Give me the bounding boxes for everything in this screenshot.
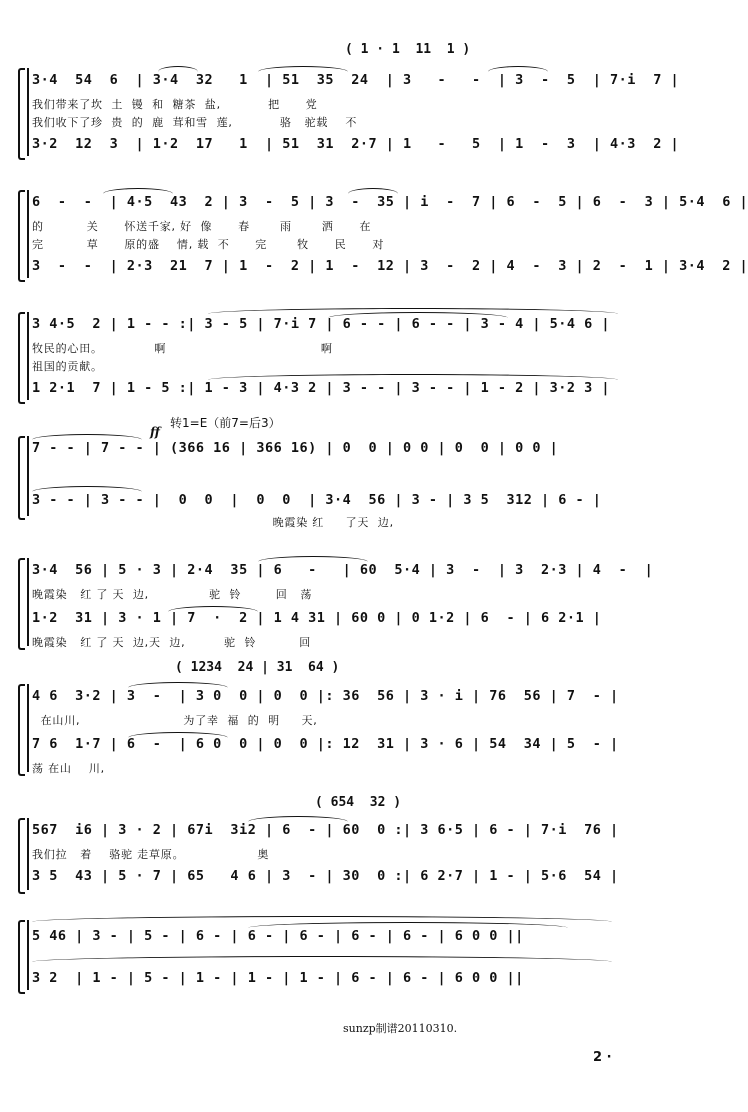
system-barline bbox=[27, 684, 29, 772]
slur bbox=[32, 956, 612, 963]
system-7 bbox=[18, 814, 630, 894]
lyric-line-1: 晚霞染 红 了 天 边, 驼 铃 回 荡 bbox=[32, 588, 313, 601]
intro-phrase-2: ( 1234 24 | 31 64 ) bbox=[175, 660, 340, 675]
lower-staff: 3 2 | 1 - | 5 - | 1 - | 1 - | 1 - | 6 - | 6 - | 6 0 0 || bbox=[32, 970, 524, 986]
lyric-line-2: 完 草 原的盛 情, 载 不 完 牧 民 对 bbox=[32, 238, 385, 251]
system-3 bbox=[18, 308, 630, 408]
lower-staff: 7 6 1·7 | 6 - | 6 0 0 | 0 0 |: 12 31 | 3 · 6 | 54 34 | 5 - | bbox=[32, 736, 619, 752]
dynamic-marking: ff bbox=[150, 425, 160, 439]
lyric-line-2: 晚霞染 红 了 天 边,天 边, 驼 铃 回 bbox=[32, 636, 312, 649]
upper-staff: 3·4 54 6 | 3·4 32 1 | 51 35 24 | 3 - - | 3 - 5 | 7·i 7 | bbox=[32, 72, 680, 88]
system-brace bbox=[18, 920, 25, 994]
transcriber-credit: sunzp制谱20110310. bbox=[343, 1022, 458, 1035]
system-1 bbox=[18, 64, 680, 162]
upper-staff: 3 4·5 2 | 1 - - :| 3 - 5 | 7·i 7 | 6 - - | 6 - - | 3 - 4 | 5·4 6 | bbox=[32, 316, 611, 332]
lower-staff: 3 - - | 2·3 21 7 | 1 - 2 | 1 - 12 | 3 - 2 | 4 - 3 | 2 - 1 | 3·4 2 | bbox=[32, 258, 748, 274]
upper-staff: 7 - - | 7 - - | (366 16 | 366 16) | 0 0 | 0 0 | 0 0 | 0 0 | bbox=[32, 440, 559, 456]
lower-staff: 3 5 43 | 5 · 7 | 65 4 6 | 3 - | 30 0 :| 6 2·7 | 1 - | 5·6 54 | bbox=[32, 868, 619, 884]
lower-staff: 1·2 31 | 3 · 1 | 7 · 2 | 1 4 31 | 60 0 | 0 1·2 | 6 - | 6 2·1 | bbox=[32, 610, 602, 626]
lyric-line-1: 在山川, 为了幸 福 的 明 天, bbox=[32, 714, 318, 727]
lyric-line-1: 的 关 怀送千家, 好 像 春 雨 洒 在 bbox=[32, 220, 372, 233]
system-brace bbox=[18, 818, 25, 894]
system-5 bbox=[18, 554, 654, 654]
lower-staff: 3 - - | 3 - - | 0 0 | 0 0 | 3·4 56 | 3 - | 3 5 312 | 6 - | bbox=[32, 492, 602, 508]
system-barline bbox=[27, 68, 29, 156]
system-barline bbox=[27, 190, 29, 278]
system-brace bbox=[18, 684, 25, 776]
upper-staff: 6 - - | 4·5 43 2 | 3 - 5 | 3 - 35 | i - 7 | 6 - 5 | 6 - 3 | 5·4 6 | bbox=[32, 194, 748, 210]
upper-staff: 5 46 | 3 - | 5 - | 6 - | 6 - | 6 - | 6 - | 6 - | 6 0 0 || bbox=[32, 928, 524, 944]
lyric-line-2: 祖国的贡献。 bbox=[32, 360, 103, 373]
system-barline bbox=[27, 818, 29, 890]
system-barline bbox=[27, 920, 29, 990]
system-brace bbox=[18, 558, 25, 650]
system-2 bbox=[18, 186, 748, 286]
system-barline bbox=[27, 558, 29, 646]
intro-phrase-1: ( 1 · 1 11 1 ) bbox=[345, 42, 471, 57]
system-6 bbox=[18, 680, 630, 780]
lyric-line-1: 牧民的心田。 啊 啊 bbox=[32, 342, 333, 355]
system-brace bbox=[18, 68, 25, 160]
system-brace bbox=[18, 312, 25, 404]
upper-staff: 3·4 56 | 5 · 3 | 2·4 35 | 6 - | 60 5·4 | 3 - | 3 2·3 | 4 - | bbox=[32, 562, 654, 578]
key-change-label: 转1=E（前7=后3） bbox=[170, 416, 281, 430]
upper-staff: 567 i6 | 3 · 2 | 67i 3i2 | 6 - | 60 0 :| 3 6·5 | 6 - | 7·i 76 | bbox=[32, 822, 619, 838]
system-barline bbox=[27, 436, 29, 516]
intro-phrase-3: ( 654 32 ) bbox=[315, 795, 402, 810]
system-8 bbox=[18, 916, 630, 996]
system-brace bbox=[18, 436, 25, 520]
lyric-line-1: 晚霞染 红 了天 边, bbox=[32, 516, 394, 529]
system-4 bbox=[18, 432, 630, 532]
lyric-line-1: 我们拉 着 骆驼 走草原。 奥 bbox=[32, 848, 270, 861]
lyric-line-2: 荡 在山 川, bbox=[32, 762, 105, 775]
lyric-line-2: 我们收下了珍 贵 的 鹿 茸和雪 莲, 骆 驼载 不 bbox=[32, 116, 358, 129]
lower-staff: 3·2 12 3 | 1·2 17 1 | 51 31 2·7 | 1 - 5 | 1 - 3 | 4·3 2 | bbox=[32, 136, 680, 152]
system-brace bbox=[18, 190, 25, 282]
lower-staff: 1 2·1 7 | 1 - 5 :| 1 - 3 | 4·3 2 | 3 - - | 3 - - | 1 - 2 | 3·2 3 | bbox=[32, 380, 611, 396]
upper-staff: 4 6 3·2 | 3 - | 3 0 0 | 0 0 |: 36 56 | 3 · i | 76 56 | 7 - | bbox=[32, 688, 619, 704]
system-barline bbox=[27, 312, 29, 400]
page-number: 2 · bbox=[593, 1050, 612, 1065]
lyric-line-1: 我们带来了坎 土 镘 和 糖茶 盐, 把 党 bbox=[32, 98, 318, 111]
